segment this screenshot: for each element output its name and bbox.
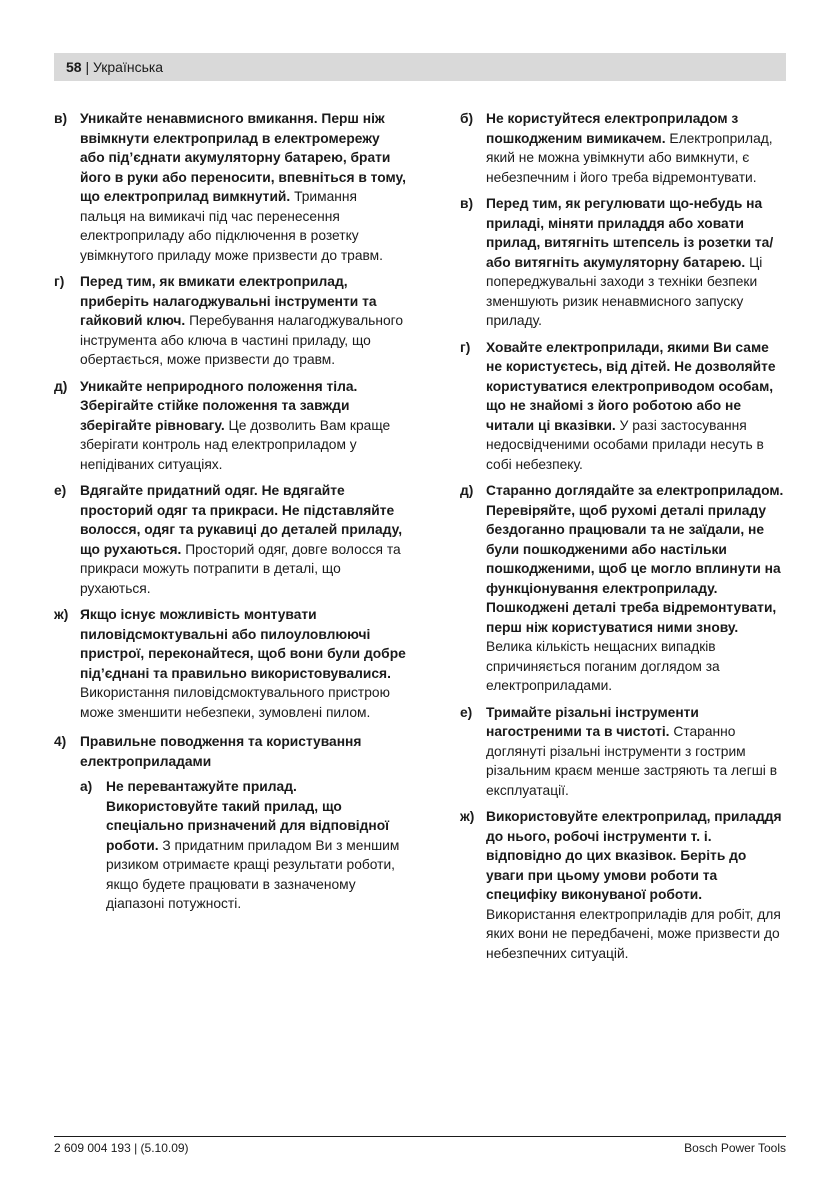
item-label: б): [460, 111, 474, 126]
item-text: Електроприлад, який не можна увімкнути або вимкнути, є небезпечним і його треба відремонтувати.: [486, 130, 773, 185]
list-item: [54, 605, 406, 722]
item-label: ж): [460, 809, 475, 824]
header-language: Українська: [93, 59, 164, 75]
item-text: Старанно доглянуті різальні інструменти з гострим різальним краєм менше застряють та легші в експлуатації.: [486, 724, 778, 798]
item-bold-text: Тримайте різальні інструменти нагостреними та в чистоті.: [486, 704, 699, 739]
right-column: [460, 109, 786, 970]
item-bold-text: Уникайте ненавмисного вмикання. Перш ніж ввімкнути електроприлад в електромережу або під’єднати акумуляторну батарею, брати його в руки або переносити, впевніться в тому, що електроприлад вимкнутий.: [80, 111, 406, 204]
page-number: 58: [66, 59, 82, 75]
item-text: З придатним приладом Ви з меншим ризиком отримаєте кращі результати роботи, якщо будете працювати в зазначеному діапазоні потужності.: [106, 837, 400, 911]
section-number: 4): [54, 734, 67, 749]
page-header: [54, 53, 786, 81]
list-item: [460, 338, 786, 475]
item-bold-text: Не користуйтеся електроприладом з пошкодженим вимикачем.: [486, 111, 739, 146]
footer-divider: [54, 1136, 786, 1137]
list-item: [460, 109, 786, 187]
item-bold-text: Ховайте електроприлади, якими Ви саме не користуєтесь, від дітей. Не дозволяйте користуватися електроприводом особам, що не знайомі з його роботою або не читали ці вказівки.: [486, 339, 776, 433]
list-item: [54, 272, 406, 370]
item-text: Велика кількість нещасних випадків спричиняється поганим доглядом за електроприладами.: [486, 639, 720, 693]
item-text: Перебування налагоджувального інструмента або ключа в частині приладу, що обертається, може призвести до травм.: [80, 313, 404, 367]
footer-brand: Bosch Power Tools: [684, 1141, 786, 1155]
list-item: [54, 481, 406, 598]
item-text: Просторий одяг, довге волосся та прикраси можуть потрапити в деталі, що рухаються.: [80, 541, 401, 596]
left-column: [54, 109, 406, 921]
item-label: д): [54, 378, 68, 394]
item-bold-text: Старанно доглядайте за електроприладом. Перевіряйте, щоб рухомі деталі приладу бездоганно працювали та не заїдали, не були пошкодженими або настільки пошкодженими, щоб це могло вплинути на функціонування електроприладу. Пошкоджені деталі треба відремонтувати, перш ніж користуватися ними знову.: [486, 483, 784, 635]
list-item: [460, 481, 786, 696]
item-bold-text: Перед тим, як вмикати електроприлад, приберіть налагоджувальні інструменти та гайковий ключ.: [80, 274, 377, 328]
section-heading: [54, 732, 406, 771]
item-label: в): [460, 196, 474, 211]
item-label: е): [54, 483, 67, 498]
list-item: [460, 703, 786, 801]
list-item: [460, 807, 786, 963]
item-label: е): [460, 704, 473, 720]
item-label: в): [54, 111, 68, 126]
item-text: Тримання пальця на вимикачі під час перенесення електроприладу або підключення в розетку увімкнутого приладу може призвести до травм.: [80, 189, 383, 263]
list-item: [54, 109, 406, 265]
item-bold-text: Уникайте неприродного положення тіла. Зберігайте стійке положення та завжди зберігайте рівновагу.: [80, 378, 358, 433]
item-text: Ці попереджувальні заходи з техніки безпеки зменшують ризик ненавмисного запуску приладу.: [486, 254, 763, 328]
item-bold-text: Вдягайте придатний одяг. Не вдягайте просторий одяг та прикраси. Не підставляйте волосся, одяг та рукавиці до деталей приладу, що рухаються.: [80, 483, 403, 557]
list-item: [460, 194, 786, 331]
item-label: ж): [54, 607, 69, 622]
item-label: г): [54, 274, 65, 289]
header-separator: |: [81, 59, 93, 75]
item-label: д): [460, 483, 474, 498]
item-text: Використання пиловідсмоктувального пристрою може зменшити небезпеки, зумовлені пилом.: [80, 685, 390, 720]
item-bold-text: Не перевантажуйте прилад. Використовуйте такий прилад, що спеціально призначений для відповідної роботи.: [106, 779, 390, 853]
list-item: [54, 377, 406, 475]
list-item: [80, 777, 406, 914]
item-label: а): [80, 779, 93, 794]
item-text: Це дозволить Вам краще зберігати контроль над електроприладом у непідіваних ситуаціях.: [80, 417, 391, 472]
section-title: Правильне поводження та користування електроприладами: [80, 734, 362, 769]
item-bold-text: Якщо існує можливість монтувати пиловідсмоктувальні або пилоуловлюючі пристрої, переконайтеся, щоб вони були добре під’єднані та правильно використовувалися.: [80, 607, 406, 681]
item-bold-text: Перед тим, як регулювати що-небудь на приладі, міняти приладдя або ховати прилад, витягніть штепсель із розетки та/або витягніть акумуляторну батарею.: [486, 196, 774, 270]
item-text: Використання електроприладів для робіт, для яких вони не передбачені, може призвести до небезпечних ситуацій.: [486, 906, 781, 961]
item-label: г): [460, 339, 471, 355]
item-bold-text: Використовуйте електроприлад, приладдя до нього, робочі інструменти т. і. відповідно до цих вказівок. Беріть до уваги при цьому умови роботи та специфіку виконуваної роботи.: [486, 809, 782, 902]
footer-doc-number: 2 609 004 193 | (5.10.09): [54, 1141, 189, 1155]
item-text: У разі застосування недосвідченими особами прилади несуть в собі небезпеку.: [486, 417, 764, 472]
